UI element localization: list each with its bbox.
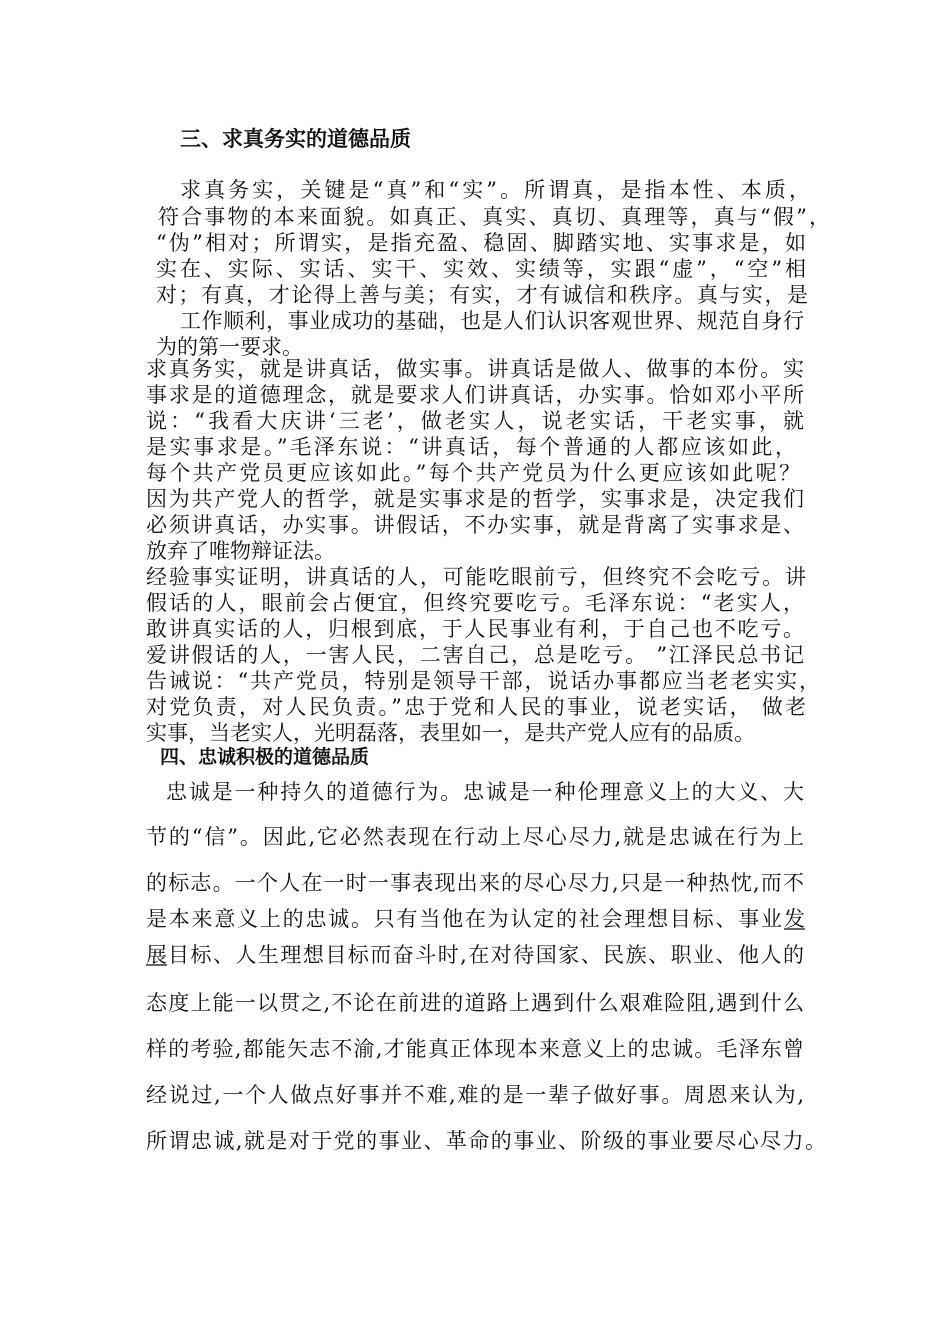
text-line: 节的“信”。因此,它必然表现在行动上尽心尽力,就是忠诚在行为上 <box>146 825 804 849</box>
text-line: 说：“我看大庆讲‘三老’，做老实人，说老实话，干老实事，就 <box>146 409 804 433</box>
text-line: 的标志。一个人在一时一事表现出来的尽心尽力,只是一种热忱,而不 <box>146 871 804 895</box>
text-line: 告诫说：“共产党员，特别是领导干部，说话办事都应当老老实实， <box>146 669 820 693</box>
text-line: 必须讲真话，办实事。讲假话，不办实事，就是背离了实事求是、 <box>146 513 804 537</box>
text-line: 因为共产党人的哲学，就是实事求是的哲学，实事求是，决定我们 <box>146 487 804 511</box>
text-line: 经说过,一个人做点好事并不难,难的是一辈子做好事。周恩来认为, <box>146 1083 804 1107</box>
text-line: 假话的人，眼前会占便宜，但终究要吃亏。毛泽东说：“老实人， <box>146 591 804 615</box>
text-line: 符合事物的本来面貌。如真正、真实、真切、真理等，真与“假”， <box>158 205 830 229</box>
text-line: 实在、实际、实话、实干、实效、实绩等，实跟“虚”，“空”相 <box>156 257 806 281</box>
section-3-heading: 三、求真务实的道德品质 <box>180 127 411 151</box>
text-line: 所谓忠诚,就是对于党的事业、革命的事业、阶级的事业要尽心尽力。 <box>146 1129 826 1153</box>
text-line: “伪”相对；所谓实，是指充盈、稳固、脚踏实地、实事求是，如 <box>156 231 806 255</box>
text-line: 忠诚是一种持久的道德行为。忠诚是一种伦理意义上的大义、大 <box>166 780 804 804</box>
text-line: 实事，当老实人，光明磊落，表里如一，是共产党人应有的品质。 <box>146 721 755 745</box>
text-line: 对党负责，对人民负责。”忠于党和人民的事业，说老实话， 做老 <box>146 695 806 719</box>
link-fazhan-part1[interactable]: 发 <box>784 907 805 931</box>
text-line: 对；有真，才论得上善与美；有实，才有诚信和秩序。真与实，是 <box>156 283 808 307</box>
text-line: 爱讲假话的人，一害人民，二害自己，总是吃亏。 ”江泽民总书记 <box>146 643 804 667</box>
text-line: 每个共产党员更应该如此。”每个共产党员为什么更应该如此呢？ <box>146 461 800 485</box>
section-4-heading: 四、忠诚积极的道德品质 <box>160 746 370 768</box>
text-line: 求真务实，就是讲真话，做实事。讲真话是做人、做事的本份。实 <box>146 357 804 381</box>
text-line: 态度上能一以贯之,不论在前进的道路上遇到什么艰难险阻,遇到什么 <box>146 991 804 1015</box>
text-line: 敢讲真实话的人，归根到底，于人民事业有利，于自己也不吃亏。 <box>146 617 804 641</box>
text-line: 是实事求是。”毛泽东说：“讲真话，每个普通的人都应该如此， <box>146 435 796 459</box>
text-line: 是本来意义上的忠诚。只有当他在为认定的社会理想目标、事业 <box>146 907 782 931</box>
text-line: 工作顺利，事业成功的基础，也是人们认识客观世界、规范自身行 <box>180 309 804 333</box>
link-fazhan-part2[interactable]: 展 <box>146 943 167 967</box>
text-line: 放弃了唯物辩证法。 <box>146 539 335 563</box>
text-line: 事求是的道德理念，就是要求人们讲真话，办实事。恰如邓小平所 <box>146 383 804 407</box>
text-line: 求真务实，关键是“真”和“实”。所谓真，是指本性、本质， <box>180 178 810 202</box>
text-line: 经验事实证明，讲真话的人，可能吃眼前亏，但终究不会吃亏。讲 <box>146 565 806 589</box>
text-line: 样的考验,都能矢志不渝,才能真正体现本来意义上的忠诚。毛泽东曾 <box>146 1037 804 1061</box>
text-line: 为的第一要求。 <box>156 335 303 359</box>
text-line: 目标、人生理想目标而奋斗时,在对待国家、民族、职业、他人的 <box>168 943 804 967</box>
